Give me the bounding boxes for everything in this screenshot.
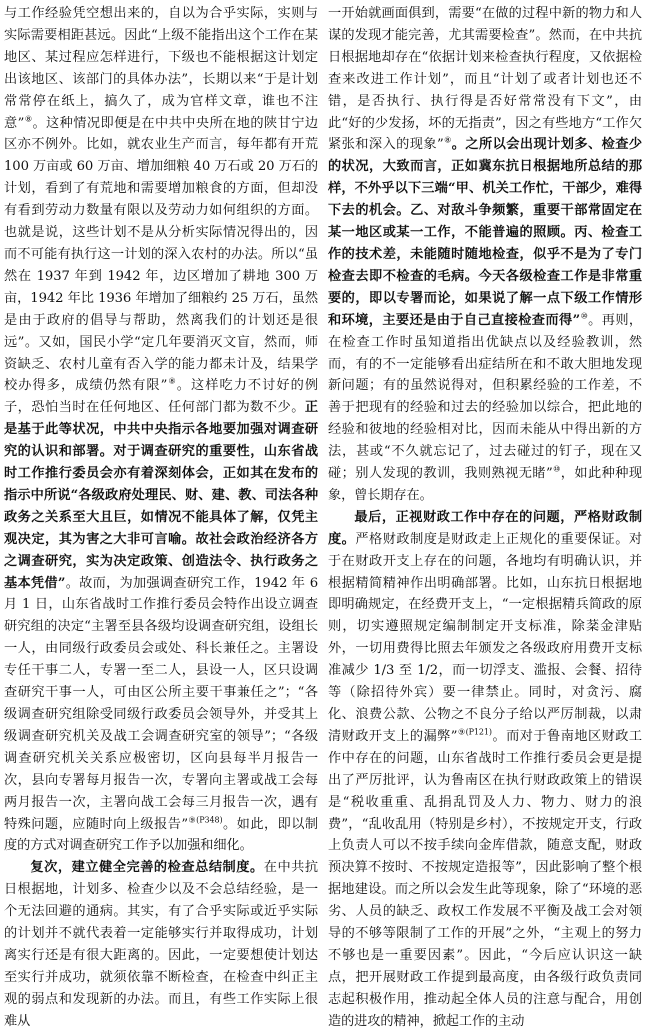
text-run: 一开始就画面俱到，需要“在做的过程中新的物力和人谋的发现才能完善，尤其需要检查”。然而，在中共抗日根据地却存在“依据计划来检查执行程度，又依据检查来改进工作计划”，而且“计划了或者计划也还不错，是否执行、执行得是否好常常没有下文”，由此“好的少发扬，坏的无指责”，因之有些地方“工作欠紧张和深入的现象” [328, 6, 642, 153]
footnote-marker: ⑧ [443, 136, 452, 146]
left-column [4, 3, 319, 1029]
text-run: 复次，建立健全完善的检查总结制度。 [30, 860, 264, 876]
right-column-paragraph [328, 3, 642, 507]
footnote-marker: ⑨(P121) [457, 727, 492, 737]
footnote-marker: ⑧ [24, 114, 33, 124]
text-run: 。之所以会出现计划多、检查少的状况，大致而言，正如冀东抗日根据地所总结的那样，不外乎以下三端“甲、机关工作忙，干部少，难得下去的机会。乙、对敌斗争频繁，重要干部常固定在某一地区或某一工作，不能普遍的照顾。丙、检查工作的技术差，未能随时随地检查，似乎不是为了专门检查去即不检查的毛病。今天各级检查工作是非常重要的，即以专署而论，如果说了解一点下级工作情形和环境，主要还是由于自己直接检查而得” [328, 137, 642, 328]
left-column-paragraph [4, 857, 318, 1032]
footnote-marker: ⑧ [167, 377, 177, 387]
text-run: 正是基于此等状况，中共中央指示各地要加强对调查研究的认识和部署。对于调查研究的重要性，山东省战时工作推行委员会亦有着深刻体会，正如其在发布的指示中所说“各级政府处理民、财、建、教、司法各种政务之关系至大且巨，如情况不能具体了解，仅凭主观决定，其为害之大非可言喻。故社会政治经济各方之调查研究，实为决定政策、创造法令、执行政务之基本凭借” [4, 400, 318, 591]
footnote-marker: ⑨(P348) [188, 815, 223, 825]
text-run: 最后，正视财政工作中存在的问题，严格财政制度。 [328, 509, 642, 547]
text-run: 在中共抗日根据地，计划多、检查少以及不会总结经验，是一个无法回避的通病。其实，有了合乎实际或近乎实际的计划并不就代表着一定能够实行并取得成功，计划离实行还是有很大距离的。因此，一定要想使计划达至实行并成功，就须依靠不断检查，在检查中纠正主观的弱点和发现新的办法。而且，有些工作实际上很难从 [4, 860, 318, 1029]
text-run: ，如此种种现象，曾长期存在。 [328, 466, 643, 503]
text-run: 。如此，即以制度的方式对调查研究工作予以加强和细化。 [4, 816, 318, 854]
text-run: 。这样吃力不讨好的例子，恐怕当时在任何地区、任何部门都为数不少。 [4, 378, 318, 416]
right-column-paragraph [328, 507, 642, 1033]
footnote-marker: ⑩ [552, 464, 561, 474]
text-run: 与工作经验凭空想出来的，自以为合乎实际，实则与实际需要相距甚远。因此“上级不能指出这个工作在某地区、某过程应怎样进行，下级也不能根据这计划定出该地区、该部门的具体办法”，长期以来“于是计划常常停在纸上，搞久了，成为官样文章，谁也不注意” [4, 6, 318, 131]
footnote-marker: ⑩ [580, 311, 589, 321]
right-column [328, 3, 643, 1029]
text-run: 。再则，在检查工作时虽知道指出优缺点以及经验教训，然而，有的不一定能够看出症结所在和不敢大胆地发现新问题；有的虽然说得对，但积累经验的工作差，不善于把现有的经验和过去的经验加以综合，把此地的经验和彼地的经验相对比，因而未能从中得出新的方法，甚或“不久就忘记了，过去碰过的钉子，现在又碰；别人发现的教训，我则熟视无睹” [328, 312, 642, 482]
text-run: 。这种情况即便是在中共中央所在地的陕甘宁边区亦不例外。比如，就农业生产而言，每年都有开荒 100 万亩或 60 万亩、增加细粮 40 万石或 20 万石的计划，看到了有荒地和需要增加粮食的方面，但却没有看到劳动力数量有限以及劳动力如何组织的方面。也就是说，这些计划不是从分析实际情况得出的，因而不可能有执行这一计划的深入农村的办法。所以“虽然在 1937 年到 1942 年，边区增加了耕地 300 万亩，1942 年比 1936 年增加了细粮约 25 万石，虽然是由于政府的倡导与帮助，然离我们的计划还是很远”。又如，国民小学“定几年要消灭文盲，然而，师资缺乏、农村儿童有否入学的能力都未计及，结果学校办得多，成绩仍然有限” [4, 115, 319, 394]
left-column-paragraph [4, 3, 318, 857]
text-run: 严格财政制度是财政走上正规化的重要保证。对于在财政开支上存在的问题，各地均有明确认识，并根据精简精神作出明确部署。比如，山东抗日根据地即明确规定，在经费开支上，“一定根据精兵简政的原则，切实遵照规定编制制定开支标准，除棻金津贴外，一切用费得比照去年颁发之各级政府用费开支标准减少 1/3 至 1/2，而一切浮支、滥报、会餐、招待等（除招待外宾）要一律禁止。同时，对贪污、腐化、浪费公款、公物之不良分子给以严厉制裁，以肃清财政开支上的漏弊” [328, 531, 642, 744]
text-run: 。而对于鲁南地区财政工作中存在的问题，山东省战时工作推行委员会更是提出了严厉批评，认为鲁南区在执行财政政策上的错误是“税收重重、乱捐乱罚及人力、物力、财力的浪费”，“乱收乱用（特别是乡村），不按规定开支，行政上负责人可以不按手续向金库借款，随意支配，财政预决算不按时、不按规定造报等”，因此影响了整个根据地建设。而之所以会发生此等现象，除了“环境的恶劣、人员的缺乏、政权工作发展不平衡及战工会对领导的不够等限制了工作的开展”之外，“主观上的努力不够也是一重要因素”。因此，“今后应认识这一缺点，把开展财政工作提到最高度，由各级行政负责同志起积极作用，推动起全体人员的注意与配合，用创造的进攻的精神，掀起工作的主动 [328, 728, 642, 1029]
text-run: 。故而，为加强调查研究工作，1942 年 6 月 1 日，山东省战时工作推行委员会特作出设立调查研究组的决定“主署至县各级均设调查研究组，设组长一人，由同级行政委员会或处、科长兼任之。主署设专任干事二人，专署一至二人，县设一人，区只设调查研究干事一人，可由区公所主要干事兼任之”；“各级调查研究组除受同级行政委员会领导外，并受其上级调查研究机关及战工会调查研究室的领导”；“各级调查研究机关关系应极密切，区向县每半月报告一次，县向专署每月报告一次，专署向主署或战工会每两月报告一次，主署向战工会每三月报告一次，遇有特殊问题，应随时向上级报告” [4, 575, 318, 832]
